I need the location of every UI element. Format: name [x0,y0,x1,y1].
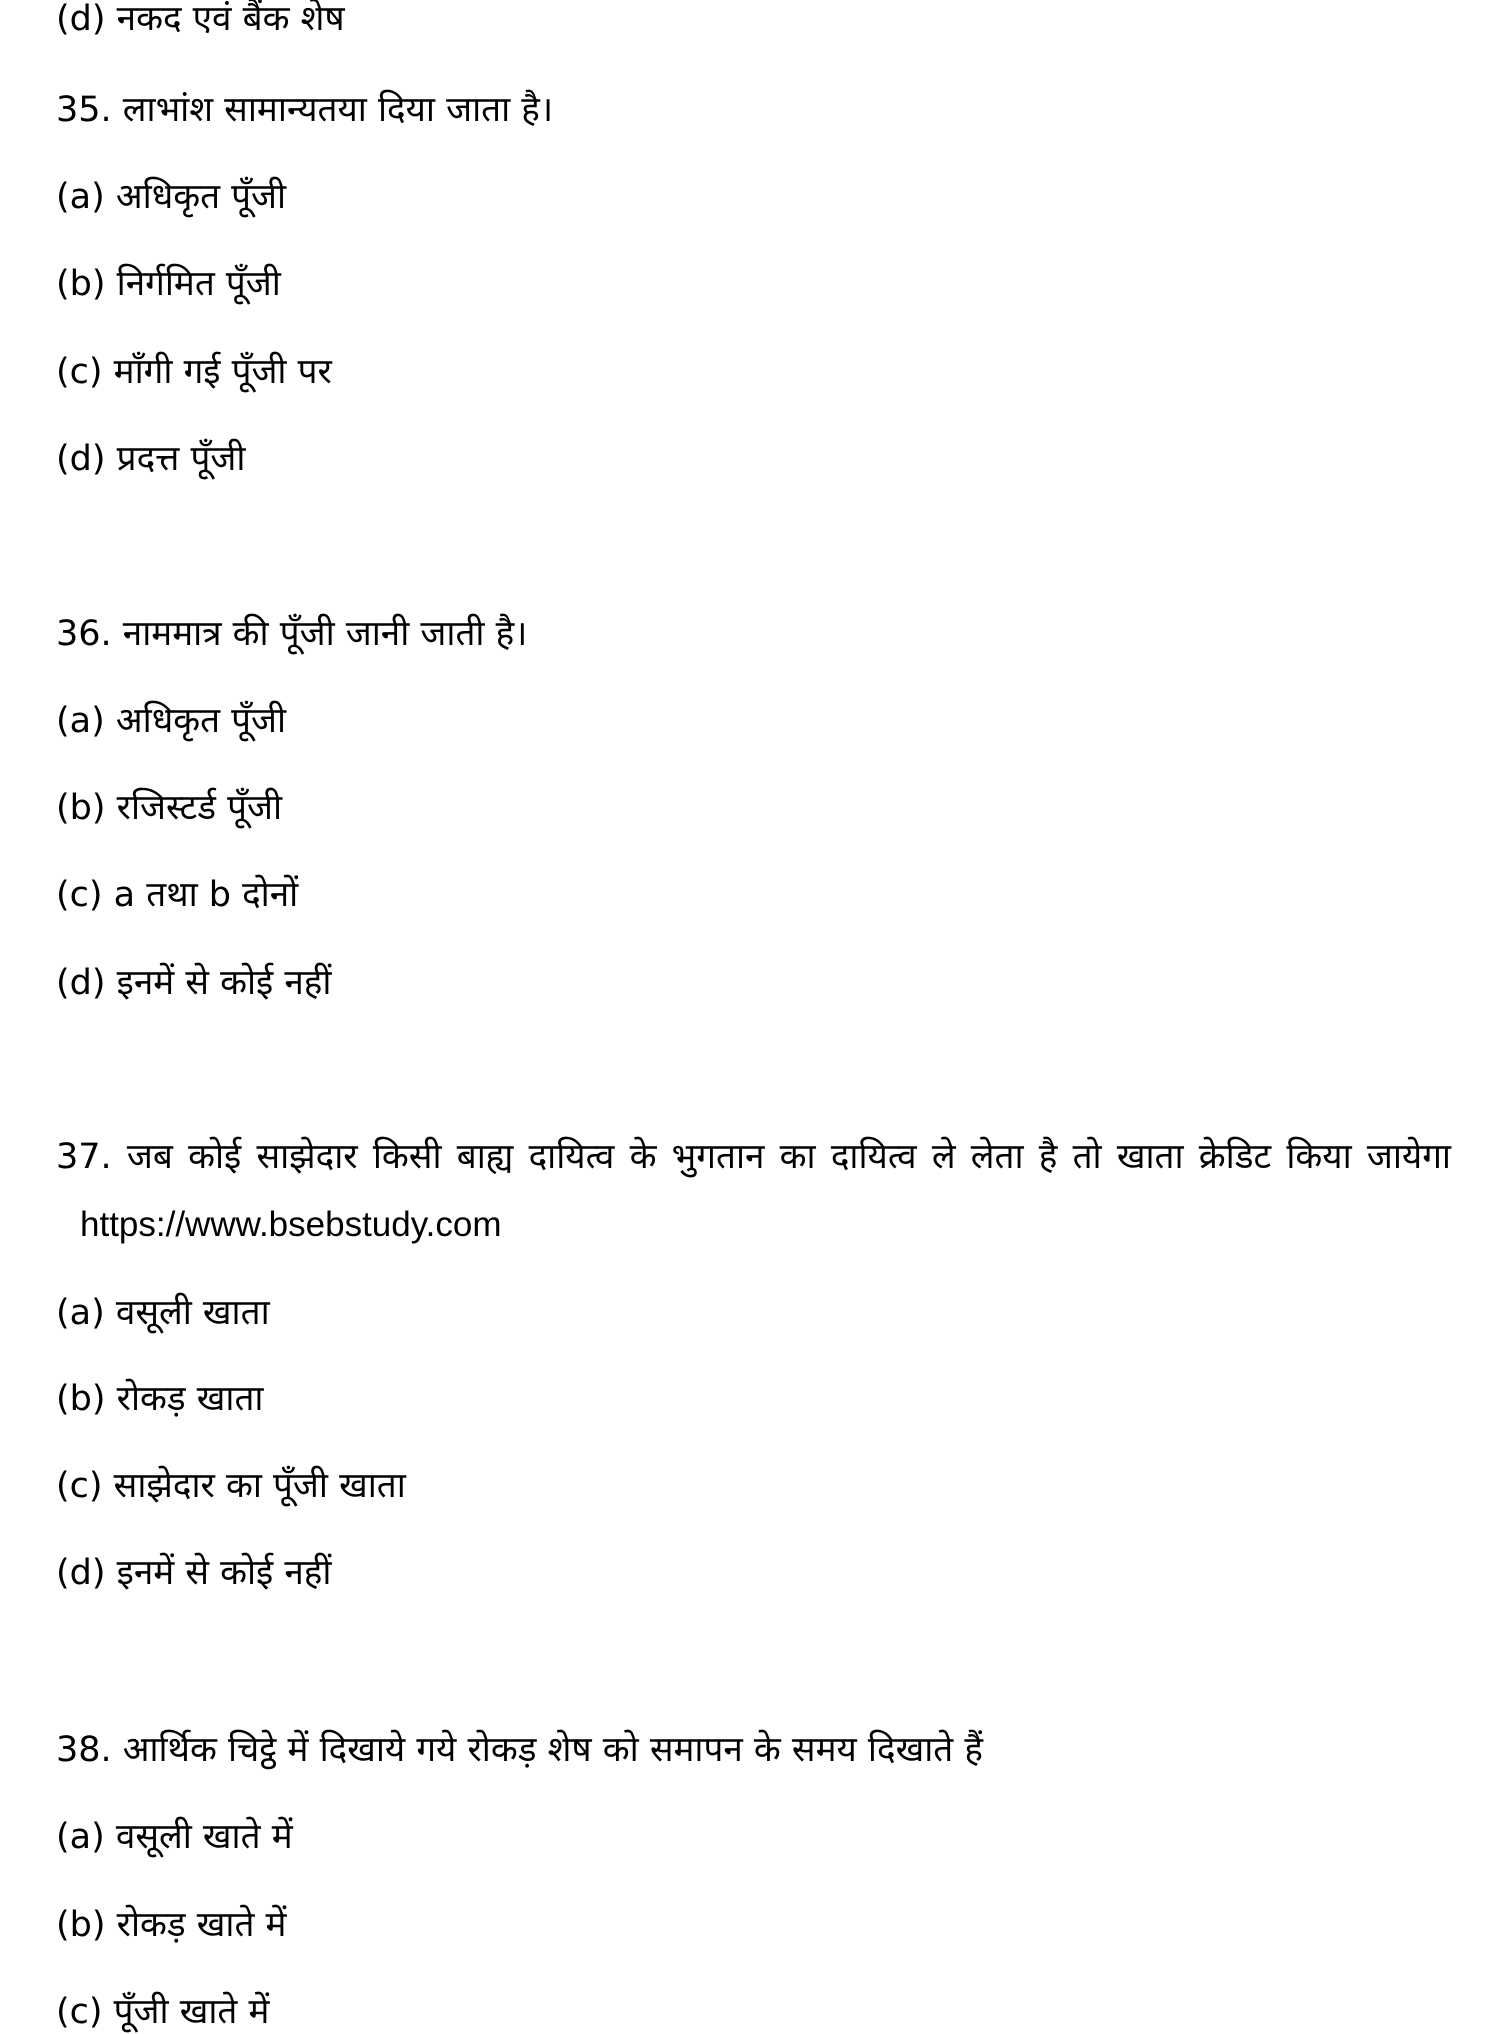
q37-option-d: (d) इनमें से कोई नहीं [56,1553,332,1593]
q36-option-a: (a) अधिकृत पूँजी [56,701,287,741]
q35-option-a: (a) अधिकृत पूँजी [56,177,287,217]
q35-option-c: (c) माँगी गई पूँजी पर [56,352,332,392]
q37-option-b: (b) रोकड़ खाता [56,1379,264,1419]
q37-question: 37. जब कोई साझेदार किसी बाह्य दायित्व के भुगतान का दायित्व ले लेता है तो खाता क्रेडिट किया जायेगा [56,1137,1451,1177]
watermark-url: https://www.bsebstudy.com [80,1205,502,1244]
q36-option-d: (d) इनमें से कोई नहीं [56,963,332,1003]
q38-option-a: (a) वसूली खाते में [56,1817,293,1857]
q35-question: 35. लाभांश सामान्यतया दिया जाता है। [56,90,554,130]
q37-option-c: (c) साझेदार का पूँजी खाता [56,1466,406,1506]
q38-question: 38. आर्थिक चिट्ठे में दिखाये गये रोकड़ शेष को समापन के समय दिखाते हैं [56,1730,983,1770]
q36-option-c: (c) a तथा b दोनों [56,875,299,915]
q34-option-d: (d) नकद एवं बैंक शेष [56,0,345,39]
q38-option-c: (c) पूँजी खाते में [56,1992,270,2032]
q36-option-b: (b) रजिस्टर्ड पूँजी [56,788,283,828]
q35-option-d: (d) प्रदत्त पूँजी [56,439,246,479]
q35-option-b: (b) निर्गमित पूँजी [56,264,281,304]
q37-option-a: (a) वसूली खाता [56,1293,270,1333]
q37-question-block [56,1124,1451,1259]
q38-option-b: (b) रोकड़ खाते में [56,1905,287,1945]
q36-question: 36. नाममात्र की पूँजी जानी जाती है। [56,614,528,654]
